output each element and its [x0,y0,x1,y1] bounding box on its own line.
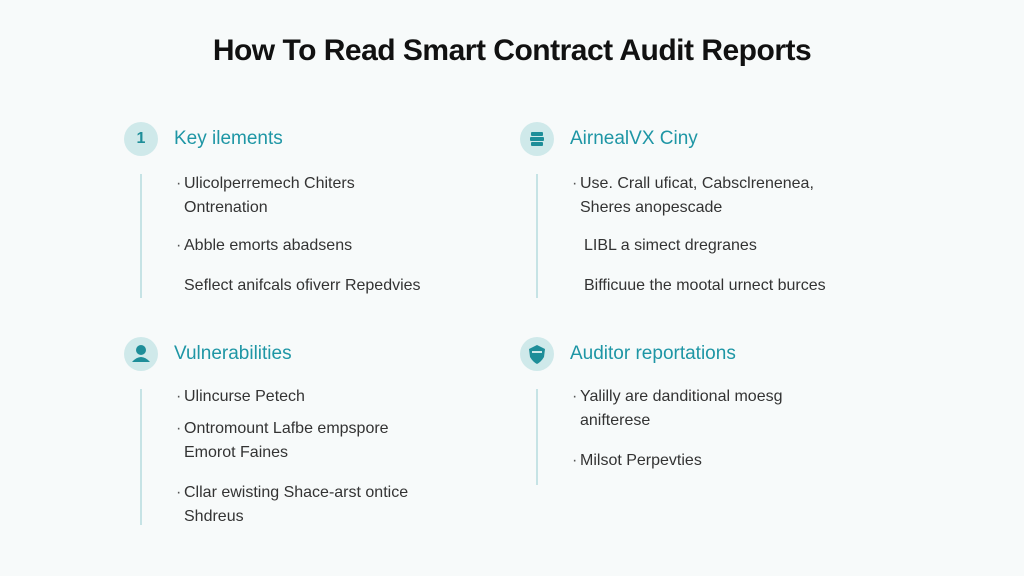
list-item: · Abble emorts abadsens [176,237,353,254]
list-item: · Ulicolperremech Chiters Ontrenation [176,175,355,216]
layers-icon [520,122,554,156]
section-header [124,122,524,156]
list-item: · Milsot Perpevties [572,452,702,469]
user-icon [124,337,158,371]
list-item: · Cllar ewisting Shace-arst ontice Shdreus [176,484,409,525]
list-item: · Ulincurse Petech [176,388,305,405]
list-item: Seflect anifcals ofiverr Repedvies [184,277,421,294]
page-title: How To Read Smart Contract Audit Reports [212,34,812,67]
section-header [124,337,524,371]
section-divider-line [140,389,142,525]
number-one-icon [124,122,158,156]
section-header [520,122,920,156]
section-divider-line [536,389,538,485]
list-item: · Yalilly are danditional moesg anifterese [572,388,783,429]
section-title: Vulnerabilities [174,343,292,364]
section-title: Auditor reportations [570,343,736,364]
list-item: · Use. Crall uficat, Cabsclrenenea, Sheres anopescade [572,175,814,216]
section-title: AirnealVX Ciny [570,128,698,149]
section-divider-line [536,174,538,298]
list-item: Bifficuue the mootal urnect burces [584,277,826,294]
list-item: LIBL a simect dregranes [584,237,757,254]
section-title: Key ilements [174,128,283,149]
shield-icon [520,337,554,371]
section-header [520,337,920,371]
section-number: 1 [136,130,146,147]
list-item: · Ontromount Lafbe empspore Emorot Faines [176,420,389,461]
section-divider-line [140,174,142,298]
